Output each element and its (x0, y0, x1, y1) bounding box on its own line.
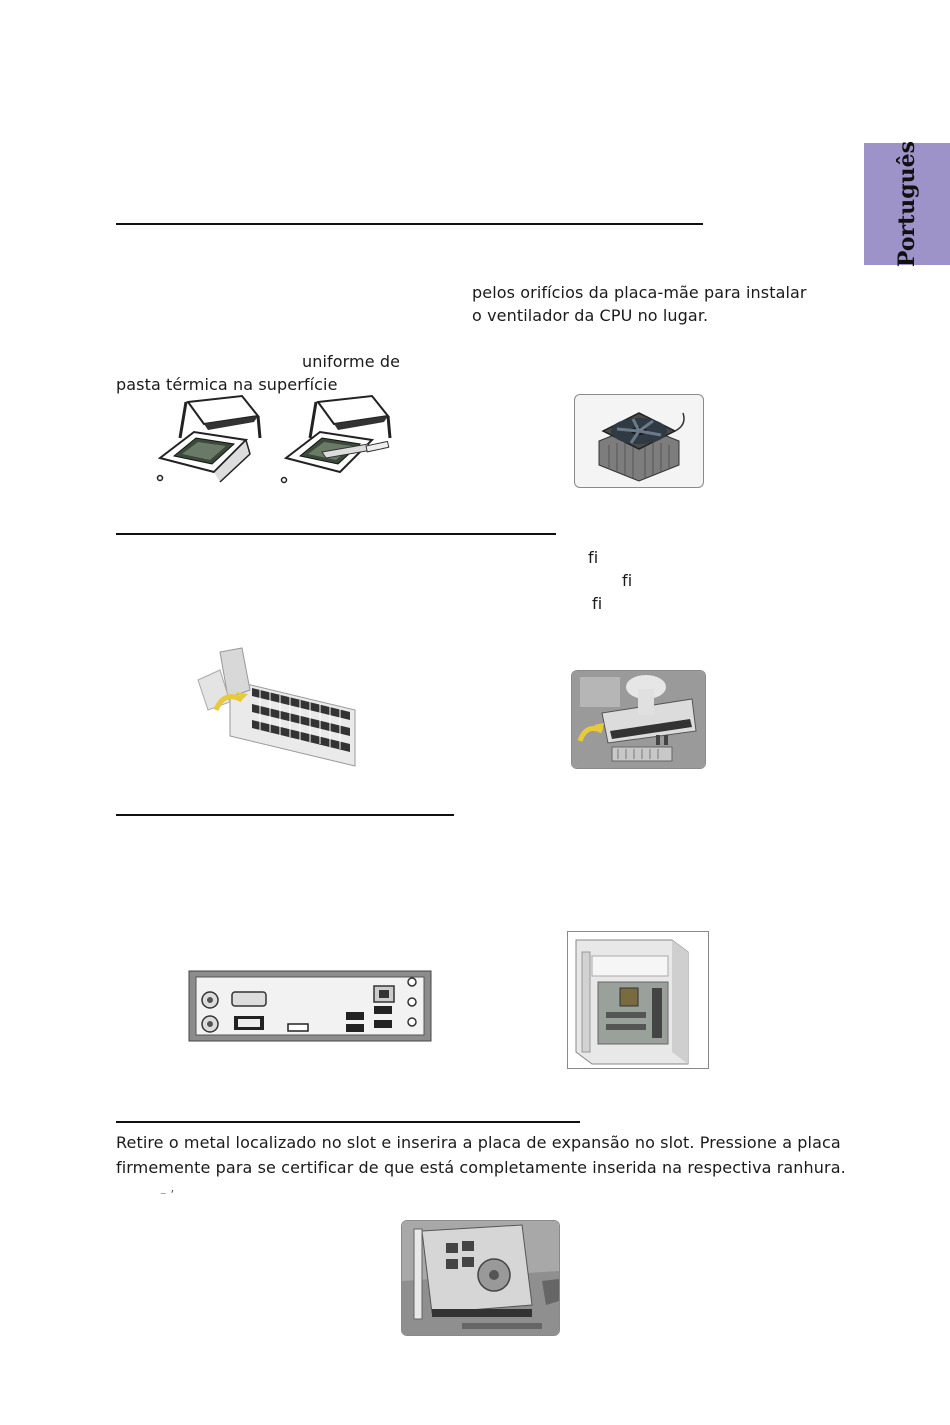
cpu-fan-icon (575, 395, 703, 487)
expansion-card-text-line1: Retire o metal localizado no slot e inserira a placa de expansão no slot. Pressione a placa (116, 1133, 841, 1152)
cpu-fan-figure (574, 394, 704, 488)
memory-text-fragment-2: fi (622, 571, 633, 590)
memory-install-figure (571, 670, 706, 769)
pc-case-figure (567, 931, 709, 1069)
expansion-card-text-fragment: ⁻ ’ (160, 1188, 175, 1202)
language-tab (864, 140, 950, 268)
memory-install-icon (572, 671, 705, 768)
fan-install-text-line1: pelos orifícios da placa-mãe para instalar (472, 283, 807, 302)
memory-text-fragment-3: fi (592, 594, 603, 613)
expansion-card-figure (401, 1220, 560, 1336)
thermal-paste-icon (278, 392, 408, 488)
section-rule-1 (116, 223, 703, 225)
expansion-card-icon (402, 1221, 559, 1335)
dimm-slot-icon (190, 640, 360, 770)
io-shield-icon (188, 970, 432, 1042)
thermal-paste-text-line1: uniforme de (302, 352, 401, 371)
section-rule-2 (116, 533, 556, 535)
fan-install-text-line2: o ventilador da CPU no lugar. (472, 306, 709, 325)
section-rule-3 (116, 814, 454, 816)
section-rule-4 (116, 1121, 580, 1123)
cpu-socket-icon (150, 392, 270, 488)
thermal-paste-text-line2: pasta térmica na superfície (116, 375, 338, 394)
expansion-card-text-line2: firmemente para se certificar de que está completamente inserida na respectiva ranhura. (116, 1158, 846, 1177)
pc-case-icon (568, 932, 708, 1068)
memory-text-fragment-1: fi (588, 548, 599, 567)
language-tab-label: Português (894, 140, 920, 268)
